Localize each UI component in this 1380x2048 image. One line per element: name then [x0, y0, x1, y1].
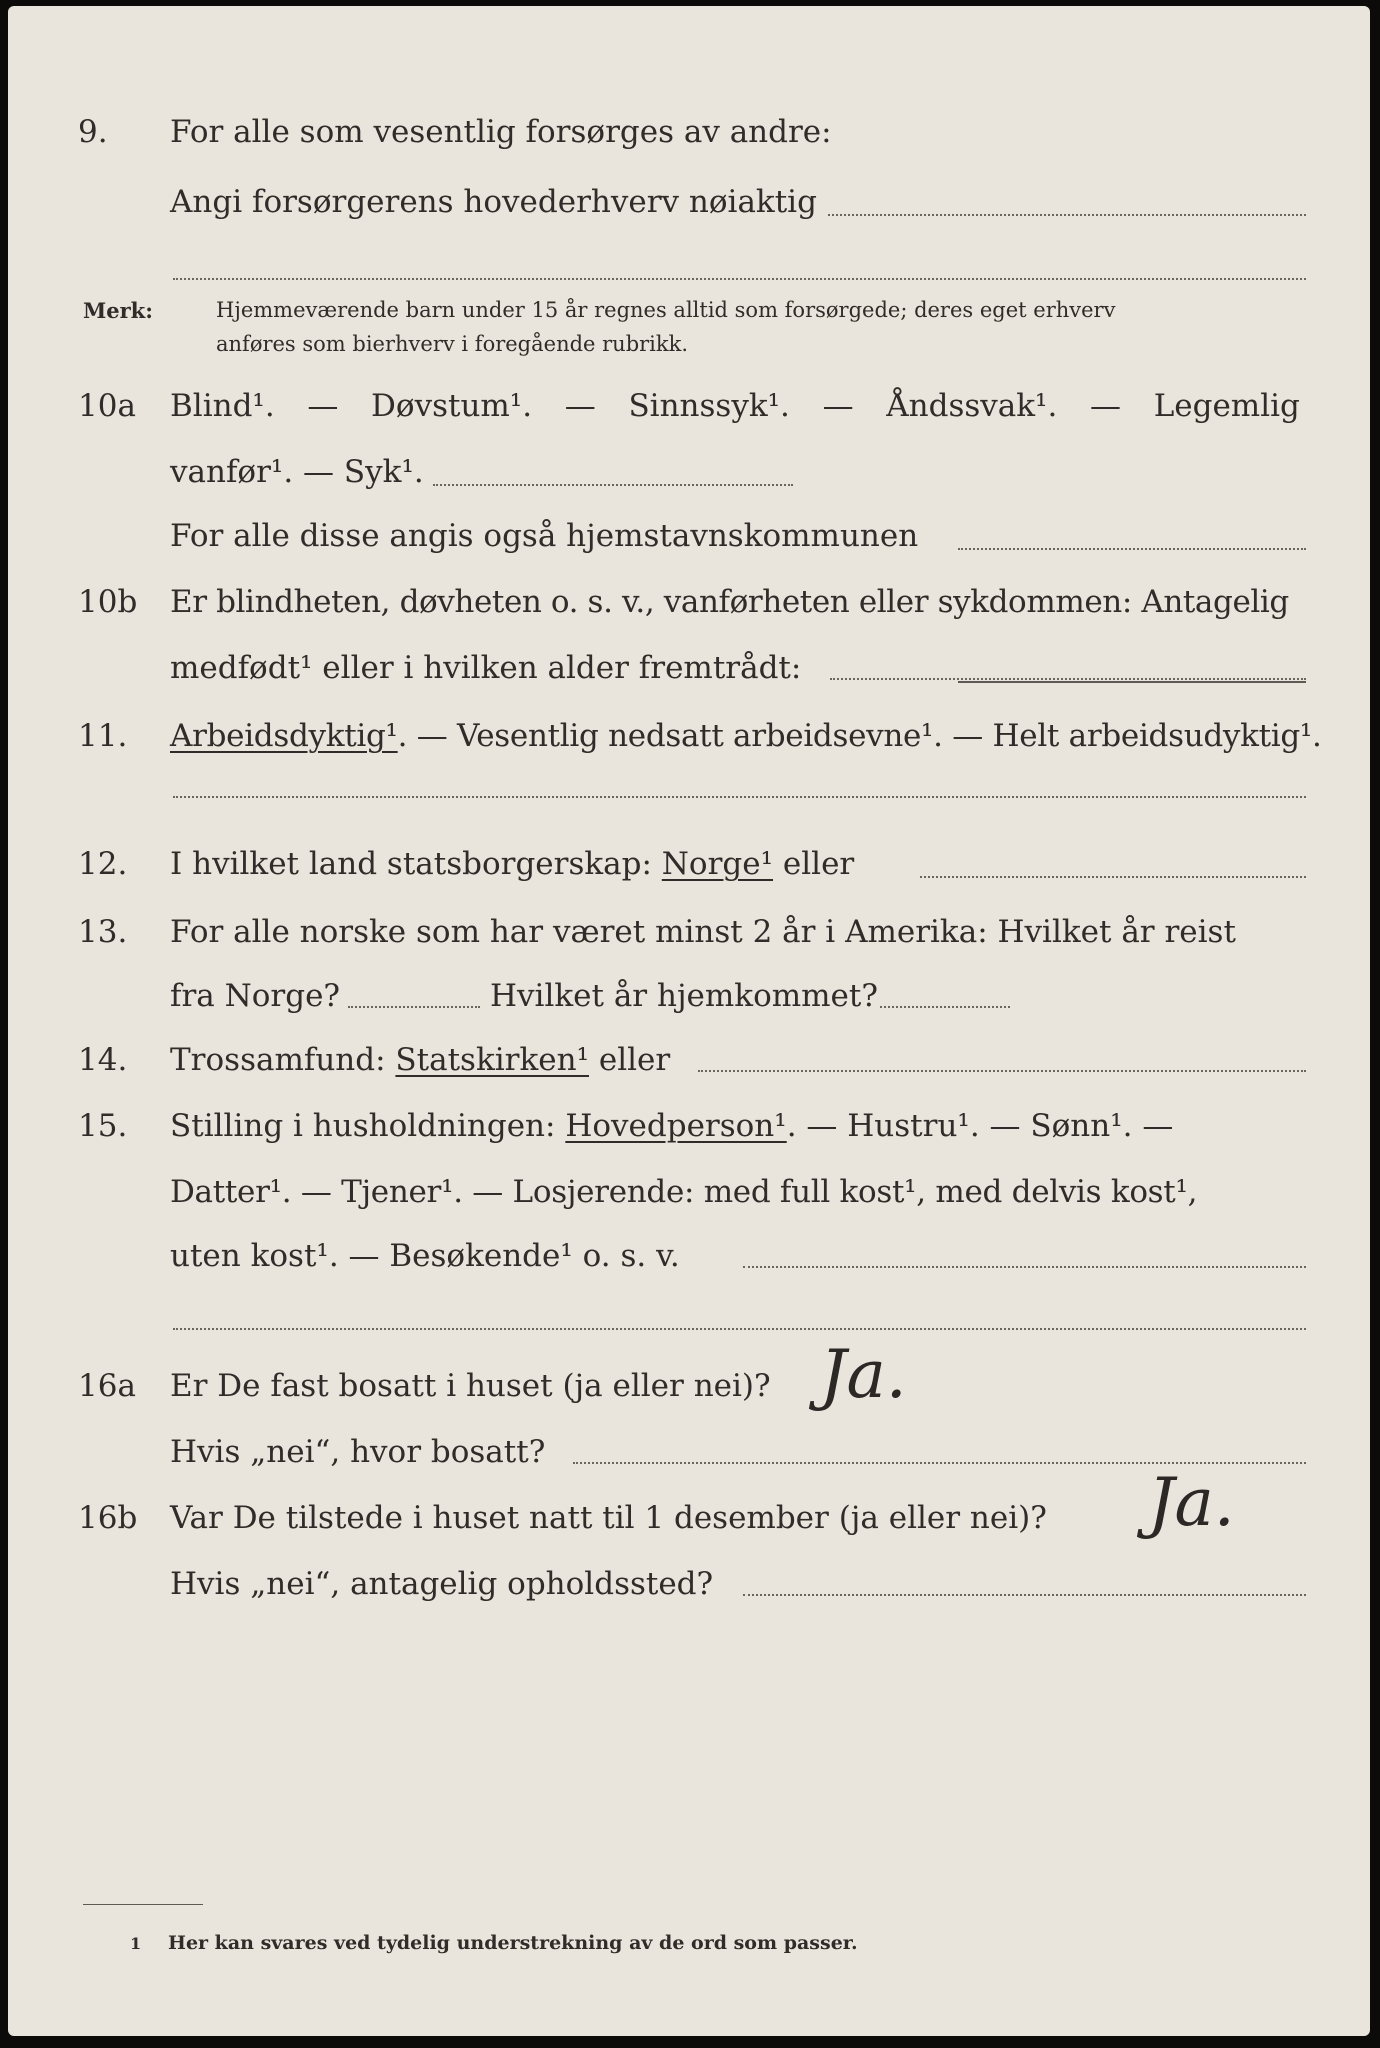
q10a-line2: vanfør¹. — Syk¹.: [170, 454, 424, 490]
q13-line2a: fra Norge?: [170, 978, 341, 1014]
q10a-number: 10a: [78, 388, 136, 424]
merk-line2: anføres som bierhverv i foregående rubrikk.: [216, 332, 689, 356]
footnote-mark: 1: [130, 1934, 142, 1953]
q13-number: 13.: [78, 914, 128, 950]
q15-answer-line-2[interactable]: [173, 1328, 1306, 1330]
q11-rest: . — Vesentlig nedsatt arbeidsevne¹. — Helt arbeidsudyktig¹.: [397, 718, 1322, 754]
q16a-line2: Hvis „nei“, hvor bosatt?: [170, 1434, 546, 1470]
opt-statskirken-selected[interactable]: Statskirken¹: [395, 1042, 589, 1078]
dash: —: [822, 388, 854, 424]
opt-norge-selected[interactable]: Norge¹: [661, 846, 774, 882]
opt-hovedperson-selected[interactable]: Hovedperson¹: [565, 1108, 787, 1144]
q13-reist-answer-line[interactable]: [348, 1006, 480, 1008]
q10b-line2: medfødt¹ eller i hvilken alder fremtrådt:: [170, 650, 802, 686]
q9-answer-line-2[interactable]: [173, 278, 1306, 280]
q15-number: 15.: [78, 1108, 128, 1144]
q10a-kommune-answer-line[interactable]: [958, 548, 1306, 550]
q13-line1: For alle norske som har været minst 2 år i Amerika: Hvilket år reist: [170, 914, 1236, 950]
q15-line2: Datter¹. — Tjener¹. — Losjerende: med full kost¹, med delvis kost¹,: [170, 1174, 1198, 1210]
q16b-line1: Var De tilstede i huset natt til 1 desember (ja eller nei)?: [170, 1500, 1047, 1536]
merk-line1: Hjemmeværende barn under 15 år regnes alltid som forsørgede; deres eget erhverv: [216, 298, 1116, 322]
q13-line2b: Hvilket år hjemkommet?: [490, 978, 878, 1014]
q13-hjemkommet-answer-line[interactable]: [880, 1006, 1010, 1008]
q12-pre: I hvilket land statsborgerskap:: [170, 846, 652, 882]
q10b-number: 10b: [78, 584, 138, 620]
q16a-handwritten-answer[interactable]: Ja.: [820, 1336, 907, 1413]
q10b-line1: Er blindheten, døvheten o. s. v., vanførheten eller sykdommen: Antagelig: [170, 584, 1289, 620]
opt-sinnssyk[interactable]: Sinnssyk¹.: [628, 388, 790, 424]
dash: —: [1090, 388, 1122, 424]
q9-line2: Angi forsørgerens hovederhverv nøiaktig: [170, 184, 817, 220]
opt-arbeidsdyktig-selected[interactable]: Arbeidsdyktig¹: [170, 718, 398, 754]
q10a-line1: [170, 388, 1300, 424]
q11-answer-line[interactable]: [173, 796, 1306, 798]
q16a-number: 16a: [78, 1368, 136, 1404]
census-form-page: [8, 6, 1370, 2036]
footnote-text: Her kan svares ved tydelig understrekning av de ord som passer.: [168, 1932, 858, 1954]
opt-legemlig[interactable]: Legemlig: [1153, 388, 1300, 424]
opt-dovstum[interactable]: Døvstum¹.: [371, 388, 533, 424]
q15-answer-line[interactable]: [743, 1266, 1306, 1268]
q14-post: eller: [598, 1042, 671, 1078]
q15-line1: [170, 1108, 1173, 1144]
q16b-answer-line[interactable]: [743, 1594, 1306, 1596]
q10a-syk-answer-line[interactable]: [433, 484, 793, 486]
q10b-answer-line[interactable]: [830, 678, 1306, 680]
dash: —: [307, 388, 339, 424]
q10b-answer-underline: [958, 681, 1306, 683]
q16b-handwritten-answer[interactable]: Ja.: [1148, 1464, 1235, 1541]
q16a-line1: Er De fast bosatt i huset (ja eller nei)?: [170, 1368, 771, 1404]
q15-pre: Stilling i husholdningen:: [170, 1108, 556, 1144]
q12-post: eller: [782, 846, 855, 882]
dash: —: [564, 388, 596, 424]
q14-line: [170, 1042, 670, 1078]
q11-line: [170, 718, 1322, 754]
merk-label: Merk:: [83, 298, 153, 323]
opt-blind[interactable]: Blind¹.: [170, 388, 275, 424]
q15-post: . — Hustru¹. — Sønn¹. —: [786, 1108, 1174, 1144]
q9-line1: For alle som vesentlig forsørges av andre:: [170, 114, 832, 150]
q14-pre: Trossamfund:: [170, 1042, 386, 1078]
q9-answer-line[interactable]: [828, 214, 1306, 216]
q12-line: [170, 846, 854, 882]
q15-line3: uten kost¹. — Besøkende¹ o. s. v.: [170, 1238, 680, 1274]
q16b-line2: Hvis „nei“, antagelig opholdssted?: [170, 1566, 714, 1602]
opt-andssvak[interactable]: Åndssvak¹.: [886, 388, 1058, 424]
footnote-rule: [83, 1904, 203, 1905]
q12-answer-line[interactable]: [920, 876, 1306, 878]
q12-number: 12.: [78, 846, 128, 882]
q16b-number: 16b: [78, 1500, 138, 1536]
q11-number: 11.: [78, 718, 128, 754]
q10a-line3: For alle disse angis også hjemstavnskommunen: [170, 518, 919, 554]
q14-number: 14.: [78, 1042, 128, 1078]
q9-number: 9.: [78, 114, 108, 150]
q14-answer-line[interactable]: [698, 1070, 1306, 1072]
